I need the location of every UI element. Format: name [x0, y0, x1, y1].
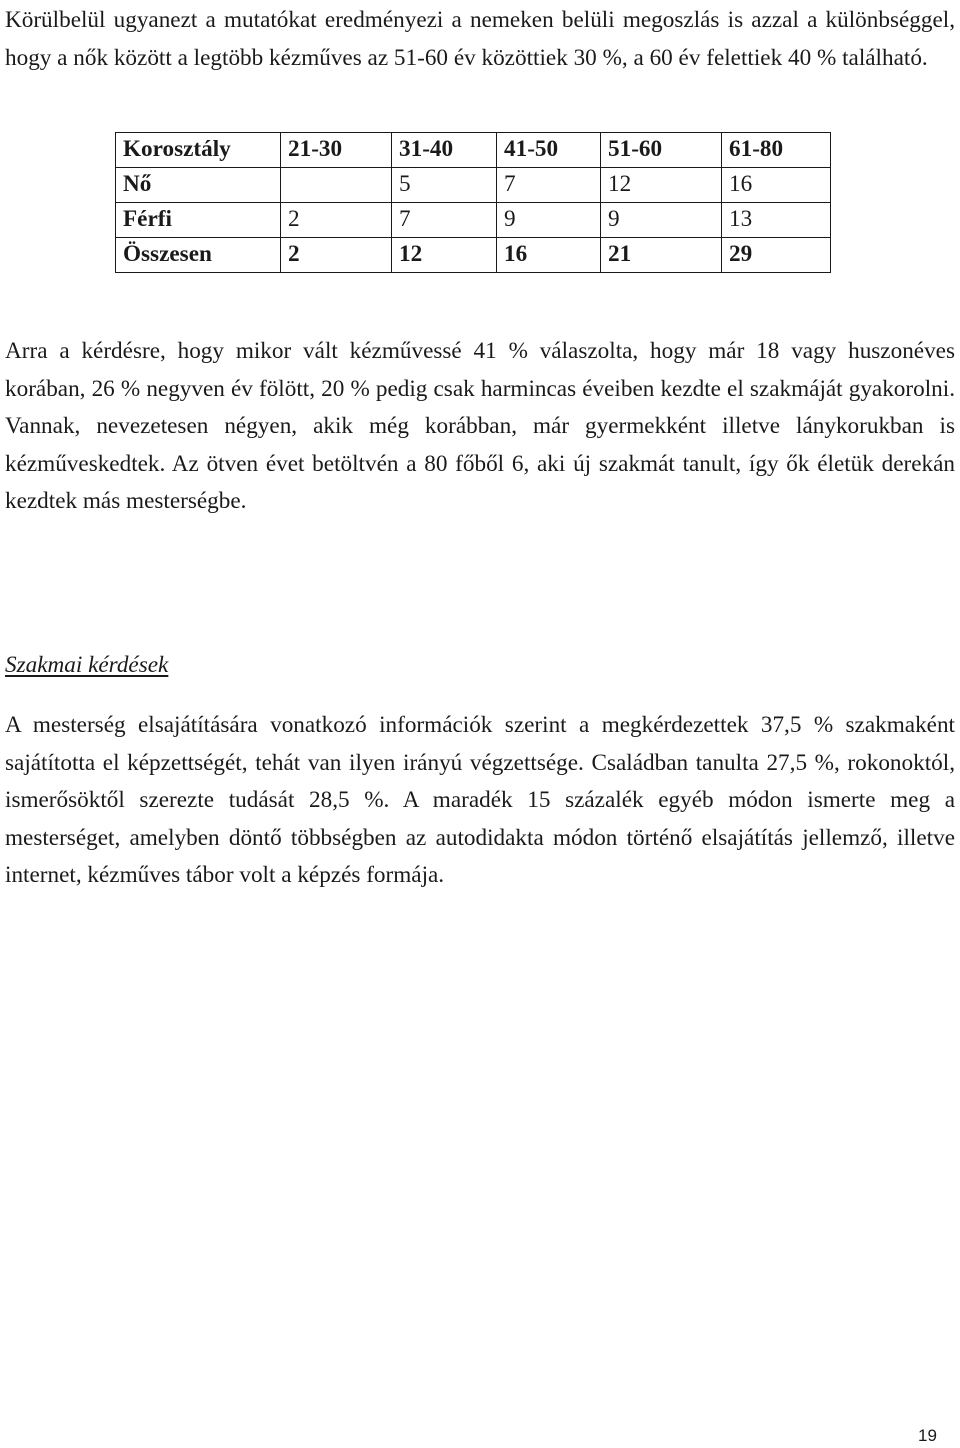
table-cell: 7 [497, 168, 601, 203]
table-cell: 16 [497, 238, 601, 273]
row-label: Nő [116, 168, 281, 203]
header-cell: 61-80 [722, 133, 831, 168]
table-cell: 12 [601, 168, 722, 203]
table-cell: 12 [392, 238, 497, 273]
row-label: Összesen [116, 238, 281, 273]
row-label: Férfi [116, 203, 281, 238]
page-number: 19 [918, 1426, 937, 1445]
header-cell: 21-30 [281, 133, 392, 168]
table-cell [281, 168, 392, 203]
table-cell: 9 [601, 203, 722, 238]
career-start-paragraph: Arra a kérdésre, hogy mikor vált kézművessé 41 % válaszolta, hogy már 18 vagy huszonéves korában, 26 % negyven év fölött, 20 % pedig csak harmincas éveiben kezdte el szakmáját gyakorolni. Vannak, nevezetesen négyen, akik még korábban, már gyermekként illetve lánykorukban is kézműveskedtek. Az ötven évet betöltvén a 80 főből 6, aki új szakmát tanult, így ők életük derekán kezdtek más mesterségbe. [5, 338, 955, 514]
table-cell: 16 [722, 168, 831, 203]
header-cell: 41-50 [497, 133, 601, 168]
table-row [116, 203, 831, 238]
training-paragraph: A mesterség elsajátítására vonatkozó információk szerint a megkérdezettek 37,5 % szakmaként sajátította el képzettségét, tehát van ilyen irányú végzettsége. Családban tanulta 27,5 %, rokonoktól, ismerősöktől szerezte tudását 28,5 %. A maradék 15 százalék egyéb módon ismerte meg a mesterséget, amelyben döntő többségben az autodidakta módon történő elsajátítás jellemző, illetve internet, kézműves tábor volt a képzés formája. [5, 712, 955, 888]
header-cell: 51-60 [601, 133, 722, 168]
table-cell: 13 [722, 203, 831, 238]
table-total-row [116, 238, 831, 273]
header-cell: 31-40 [392, 133, 497, 168]
table-row [116, 168, 831, 203]
table-cell: 5 [392, 168, 497, 203]
table-cell: 9 [497, 203, 601, 238]
header-cell: Korosztály [116, 133, 281, 168]
table-cell: 21 [601, 238, 722, 273]
table-cell: 7 [392, 203, 497, 238]
table-cell: 29 [722, 238, 831, 273]
section-heading: Szakmai kérdések [5, 652, 169, 678]
table-header-row [116, 133, 831, 168]
age-distribution-table [115, 132, 831, 273]
table-cell: 2 [281, 203, 392, 238]
table-cell: 2 [281, 238, 392, 273]
intro-paragraph: Körülbelül ugyanezt a mutatókat eredményezi a nemeken belüli megoszlás is azzal a különbséggel, hogy a nők között a legtöbb kézműves az 51-60 év közöttiek 30 %, a 60 év felettiek 40 % található. [5, 7, 955, 71]
